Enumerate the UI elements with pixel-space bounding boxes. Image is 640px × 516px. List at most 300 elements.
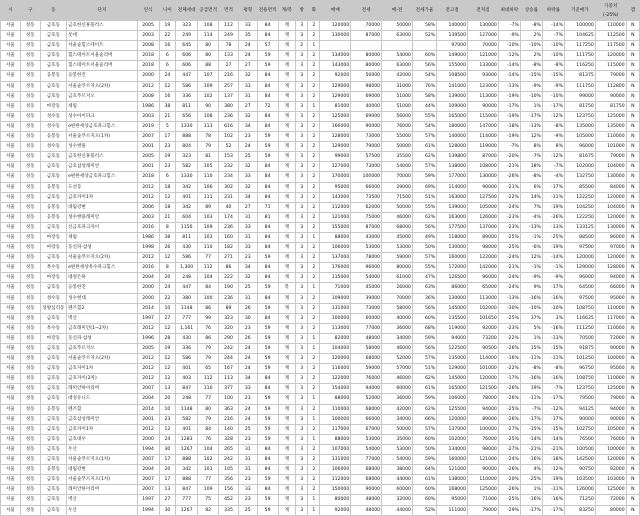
table-cell[interactable]: -7%: [498, 142, 520, 152]
table-cell[interactable]: 656: [176, 111, 198, 121]
table-cell[interactable]: 2: [308, 475, 320, 485]
table-cell[interactable]: -14%: [498, 61, 520, 71]
table-cell[interactable]: 68000: [351, 475, 382, 485]
table-cell[interactable]: 84: [257, 81, 278, 91]
table-cell[interactable]: 117250: [564, 41, 595, 51]
table-cell[interactable]: 계: [278, 192, 296, 202]
table-cell[interactable]: 87000: [351, 31, 382, 41]
table-cell[interactable]: 2: [308, 31, 320, 41]
table-cell[interactable]: 77000: [351, 455, 382, 465]
table-cell[interactable]: 112500: [595, 31, 626, 41]
table-cell[interactable]: 120000: [320, 354, 351, 364]
table-cell[interactable]: -25%: [542, 232, 564, 242]
table-cell[interactable]: 80000: [595, 505, 626, 515]
table-cell[interactable]: N: [626, 132, 639, 142]
table-cell[interactable]: 1,300: [176, 263, 198, 273]
table-cell[interactable]: 120000: [320, 21, 351, 31]
table-cell[interactable]: 계: [278, 333, 296, 343]
table-cell[interactable]: 121000: [468, 51, 499, 61]
table-cell[interactable]: 130000: [595, 172, 626, 182]
table-cell[interactable]: 336: [176, 91, 198, 101]
table-cell[interactable]: 응봉동: [40, 404, 66, 414]
table-cell[interactable]: 63%: [412, 283, 436, 293]
table-cell[interactable]: 1267: [176, 444, 198, 454]
table-cell[interactable]: 33: [238, 384, 257, 394]
table-cell[interactable]: 2: [308, 192, 320, 202]
table-cell[interactable]: N: [626, 91, 639, 101]
table-cell[interactable]: 86: [219, 263, 239, 273]
table-cell[interactable]: 84: [257, 222, 278, 232]
table-cell[interactable]: N: [626, 121, 639, 131]
table-cell[interactable]: 마장동: [40, 333, 66, 343]
table-cell[interactable]: 65000: [468, 283, 499, 293]
table-cell[interactable]: 금호동: [40, 424, 66, 434]
table-cell[interactable]: 서울: [1, 21, 21, 31]
table-cell[interactable]: -12%: [498, 51, 520, 61]
table-cell[interactable]: 604: [176, 212, 198, 222]
table-cell[interactable]: 102: [198, 91, 219, 101]
table-cell[interactable]: 104250: [564, 202, 595, 212]
table-cell[interactable]: 59%: [412, 333, 436, 343]
table-cell[interactable]: 2012: [137, 192, 159, 202]
table-cell[interactable]: 서울: [1, 354, 21, 364]
table-cell[interactable]: 125500: [437, 404, 468, 414]
table-cell[interactable]: 서울: [1, 283, 21, 293]
table-cell[interactable]: 50000: [382, 202, 413, 212]
table-cell[interactable]: N: [626, 374, 639, 384]
table-cell[interactable]: 3: [296, 475, 308, 485]
table-cell[interactable]: 97000: [437, 41, 468, 51]
table-cell[interactable]: 24: [238, 364, 257, 374]
table-cell[interactable]: 서울: [1, 424, 21, 434]
table-cell[interactable]: 동신파·삼성: [67, 243, 138, 253]
table-cell[interactable]: 66%: [412, 414, 436, 424]
table-cell[interactable]: 힐스테이트서울숲리버: [67, 51, 138, 61]
table-cell[interactable]: 성동: [20, 71, 40, 81]
table-cell[interactable]: 131000: [320, 455, 351, 465]
table-cell[interactable]: 90000: [468, 465, 499, 475]
table-cell[interactable]: 86: [198, 333, 219, 343]
table-cell[interactable]: 101: [198, 465, 219, 475]
table-cell[interactable]: 2000: [137, 283, 159, 293]
table-cell[interactable]: 130000: [437, 293, 468, 303]
table-cell[interactable]: 62%: [412, 212, 436, 222]
table-cell[interactable]: 79: [198, 354, 219, 364]
table-cell[interactable]: 2: [308, 111, 320, 121]
table-cell[interactable]: 금호동: [40, 444, 66, 454]
table-cell[interactable]: 14%: [520, 192, 542, 202]
table-cell[interactable]: 20: [159, 273, 176, 283]
table-cell[interactable]: 57500: [351, 152, 382, 162]
table-cell[interactable]: 계: [278, 253, 296, 263]
table-cell[interactable]: 447: [176, 71, 198, 81]
table-cell[interactable]: 대성유니드: [67, 394, 138, 404]
table-cell[interactable]: 582: [176, 162, 198, 172]
table-cell[interactable]: 금호동: [40, 374, 66, 384]
table-cell[interactable]: 73000: [351, 162, 382, 172]
table-cell[interactable]: 265: [219, 444, 239, 454]
table-cell[interactable]: 248: [176, 394, 198, 404]
table-cell[interactable]: 서울: [1, 323, 21, 333]
table-cell[interactable]: 70000: [351, 21, 382, 31]
table-cell[interactable]: 138000: [437, 162, 468, 172]
table-cell[interactable]: 113: [198, 121, 219, 131]
table-cell[interactable]: 1: [308, 495, 320, 505]
table-cell[interactable]: 20: [159, 465, 176, 475]
column-header[interactable]: 화: [308, 1, 320, 21]
table-cell[interactable]: 156: [219, 485, 239, 495]
column-header[interactable]: 평형: [238, 1, 257, 21]
table-cell[interactable]: 성수동: [40, 293, 66, 303]
table-cell[interactable]: -7%: [542, 162, 564, 172]
table-cell[interactable]: 금호동: [40, 455, 66, 465]
table-cell[interactable]: 서울: [1, 91, 21, 101]
table-cell[interactable]: 104: [198, 444, 219, 454]
table-cell[interactable]: -14%: [520, 434, 542, 444]
table-cell[interactable]: 78: [198, 132, 219, 142]
table-cell[interactable]: 2: [308, 293, 320, 303]
table-cell[interactable]: 84: [257, 273, 278, 283]
table-cell[interactable]: 56000: [382, 111, 413, 121]
table-cell[interactable]: 서울: [1, 152, 21, 162]
table-cell[interactable]: 계: [278, 434, 296, 444]
table-cell[interactable]: 39000: [351, 293, 382, 303]
table-cell[interactable]: 72: [257, 101, 278, 111]
table-cell[interactable]: 109: [198, 81, 219, 91]
table-cell[interactable]: 2: [308, 465, 320, 475]
table-cell[interactable]: 1: [308, 41, 320, 51]
table-cell[interactable]: 68000: [351, 354, 382, 364]
table-cell[interactable]: -12%: [542, 465, 564, 475]
table-cell[interactable]: 244: [219, 354, 239, 364]
table-cell[interactable]: [320, 41, 351, 51]
table-cell[interactable]: 51000: [382, 91, 413, 101]
table-cell[interactable]: 430: [176, 333, 198, 343]
table-cell[interactable]: 59%: [412, 455, 436, 465]
table-cell[interactable]: 104: [198, 273, 219, 283]
table-cell[interactable]: 84: [257, 263, 278, 273]
table-cell[interactable]: 계: [278, 162, 296, 172]
table-cell[interactable]: 1: [308, 434, 320, 444]
table-cell[interactable]: 32000: [382, 495, 413, 505]
table-cell[interactable]: 12: [159, 192, 176, 202]
table-cell[interactable]: 128000: [320, 132, 351, 142]
table-cell[interactable]: 12: [159, 424, 176, 434]
table-cell[interactable]: 27: [159, 313, 176, 323]
table-cell[interactable]: -15%: [542, 71, 564, 81]
table-cell[interactable]: 1997: [137, 495, 159, 505]
table-cell[interactable]: 서울: [1, 253, 21, 263]
table-cell[interactable]: 서울: [1, 222, 21, 232]
table-cell[interactable]: 59: [257, 142, 278, 152]
table-cell[interactable]: 96000: [564, 273, 595, 283]
table-cell[interactable]: -11%: [542, 354, 564, 364]
table-cell[interactable]: -21%: [542, 444, 564, 454]
table-cell[interactable]: 129000: [320, 142, 351, 152]
table-cell[interactable]: -10%: [542, 51, 564, 61]
table-cell[interactable]: 27: [238, 101, 257, 111]
table-cell[interactable]: 65: [198, 364, 219, 374]
table-cell[interactable]: 84: [257, 374, 278, 384]
table-cell[interactable]: 117000: [595, 313, 626, 323]
table-cell[interactable]: 84: [257, 384, 278, 394]
table-cell[interactable]: 102750: [564, 424, 595, 434]
table-cell[interactable]: 61%: [412, 384, 436, 394]
table-cell[interactable]: 59%: [412, 394, 436, 404]
table-cell[interactable]: 성동: [20, 333, 40, 343]
table-cell[interactable]: 125000: [468, 485, 499, 495]
table-cell[interactable]: 서울: [1, 162, 21, 172]
table-cell[interactable]: 마장동: [40, 232, 66, 242]
table-cell[interactable]: 성동: [20, 465, 40, 475]
table-cell[interactable]: 68000: [382, 222, 413, 232]
table-cell[interactable]: 50000: [382, 21, 413, 31]
table-cell[interactable]: 135000: [564, 121, 595, 131]
table-cell[interactable]: 59: [257, 404, 278, 414]
table-cell[interactable]: 51000: [382, 101, 413, 111]
table-cell[interactable]: 59: [257, 333, 278, 343]
table-cell[interactable]: 72000: [595, 495, 626, 505]
table-cell[interactable]: 105000: [564, 132, 595, 142]
table-cell[interactable]: 57%: [412, 424, 436, 434]
table-cell[interactable]: 3%: [542, 313, 564, 323]
table-cell[interactable]: 73500: [351, 192, 382, 202]
table-cell[interactable]: 73000: [351, 303, 382, 313]
table-cell[interactable]: 69%: [412, 182, 436, 192]
table-cell[interactable]: 116625: [564, 313, 595, 323]
table-cell[interactable]: 계: [278, 101, 296, 111]
table-cell[interactable]: -16%: [520, 455, 542, 465]
table-cell[interactable]: 122000: [468, 253, 499, 263]
table-cell[interactable]: 1330: [176, 121, 198, 131]
table-cell[interactable]: 성동: [20, 323, 40, 333]
table-cell[interactable]: 84: [257, 91, 278, 101]
table-cell[interactable]: 12: [159, 323, 176, 333]
table-cell[interactable]: N: [626, 41, 639, 51]
table-cell[interactable]: 2007: [137, 475, 159, 485]
table-cell[interactable]: -24%: [498, 283, 520, 293]
table-cell[interactable]: 342: [176, 182, 198, 192]
table-cell[interactable]: 서울: [1, 495, 21, 505]
table-cell[interactable]: 금호동: [40, 495, 66, 505]
table-cell[interactable]: N: [626, 232, 639, 242]
table-cell[interactable]: 계: [278, 172, 296, 182]
table-cell[interactable]: 2006: [137, 202, 159, 212]
table-cell[interactable]: 2014: [137, 303, 159, 313]
table-cell[interactable]: -16%: [542, 323, 564, 333]
table-cell[interactable]: -17%: [520, 505, 542, 515]
table-cell[interactable]: 서울: [1, 303, 21, 313]
table-cell[interactable]: 2008: [137, 41, 159, 51]
table-cell[interactable]: 139800: [437, 152, 468, 162]
table-cell[interactable]: 323: [219, 313, 239, 323]
table-cell[interactable]: 3: [296, 495, 308, 505]
column-header[interactable]: 가중치 (-25%): [595, 1, 626, 21]
table-cell[interactable]: 계: [278, 354, 296, 364]
table-cell[interactable]: 성동: [20, 344, 40, 354]
table-cell[interactable]: 122000: [320, 374, 351, 384]
table-cell[interactable]: 금호한신휴플러스: [67, 21, 138, 31]
table-cell[interactable]: 77: [198, 475, 219, 485]
table-cell[interactable]: 13: [159, 384, 176, 394]
table-cell[interactable]: 174: [219, 212, 239, 222]
table-cell[interactable]: N: [626, 182, 639, 192]
table-cell[interactable]: 133: [219, 51, 239, 61]
table-cell[interactable]: 32: [238, 162, 257, 172]
table-cell[interactable]: 63000: [382, 31, 413, 41]
table-cell[interactable]: -13%: [520, 121, 542, 131]
table-cell[interactable]: 2: [308, 313, 320, 323]
table-cell[interactable]: -12%: [542, 152, 564, 162]
table-cell[interactable]: -17%: [542, 101, 564, 111]
table-cell[interactable]: 3: [296, 212, 308, 222]
table-cell[interactable]: 12: [159, 364, 176, 374]
table-cell[interactable]: 89: [219, 303, 239, 313]
table-cell[interactable]: N: [626, 142, 639, 152]
table-cell[interactable]: 84: [257, 111, 278, 121]
table-cell[interactable]: 90000: [351, 485, 382, 495]
table-cell[interactable]: 계: [278, 121, 296, 131]
table-cell[interactable]: -25%: [498, 313, 520, 323]
table-cell[interactable]: N: [626, 475, 639, 485]
table-cell[interactable]: 586: [176, 253, 198, 263]
table-cell[interactable]: 두산: [67, 444, 138, 454]
table-cell[interactable]: 137: [219, 91, 239, 101]
table-cell[interactable]: 2003: [137, 111, 159, 121]
table-cell[interactable]: 13: [159, 485, 176, 495]
table-cell[interactable]: 1148: [176, 303, 198, 313]
table-cell[interactable]: [351, 41, 382, 51]
column-header[interactable]: 하락률: [542, 1, 564, 21]
table-cell[interactable]: -11%: [520, 354, 542, 364]
table-cell[interactable]: 242: [219, 344, 239, 354]
table-cell[interactable]: 84: [257, 31, 278, 41]
table-cell[interactable]: 134000: [437, 444, 468, 454]
table-cell[interactable]: 242: [219, 455, 239, 465]
table-cell[interactable]: 23: [159, 142, 176, 152]
table-cell[interactable]: 8%: [542, 142, 564, 152]
table-cell[interactable]: -9%: [520, 81, 542, 91]
table-cell[interactable]: 99000: [320, 152, 351, 162]
table-cell[interactable]: 45000: [351, 283, 382, 293]
table-cell[interactable]: -8%: [542, 364, 564, 374]
table-cell[interactable]: 계: [278, 303, 296, 313]
table-cell[interactable]: 2019: [137, 121, 159, 131]
table-cell[interactable]: N: [626, 81, 639, 91]
table-cell[interactable]: 24: [159, 71, 176, 81]
table-cell[interactable]: 성동: [20, 61, 40, 71]
table-cell[interactable]: 68000: [351, 465, 382, 475]
table-cell[interactable]: -8%: [520, 364, 542, 374]
table-cell[interactable]: 3: [296, 111, 308, 121]
table-cell[interactable]: 71500: [382, 192, 413, 202]
table-cell[interactable]: 26000: [382, 283, 413, 293]
table-cell[interactable]: 계: [278, 313, 296, 323]
table-cell[interactable]: 165000: [437, 111, 468, 121]
table-cell[interactable]: -25%: [520, 475, 542, 485]
table-cell[interactable]: 377: [219, 384, 239, 394]
table-cell[interactable]: 3: [296, 313, 308, 323]
table-cell[interactable]: 23: [238, 323, 257, 333]
table-cell[interactable]: 34: [238, 192, 257, 202]
table-cell[interactable]: 70000: [382, 172, 413, 182]
table-cell[interactable]: 128000: [595, 263, 626, 273]
table-cell[interactable]: 계: [278, 424, 296, 434]
table-cell[interactable]: 금호동: [40, 485, 66, 495]
table-cell[interactable]: 계: [278, 414, 296, 424]
table-cell[interactable]: 139000: [437, 202, 468, 212]
table-cell[interactable]: 3: [296, 333, 308, 343]
table-cell[interactable]: 54000: [351, 444, 382, 454]
table-cell[interactable]: 2005: [137, 344, 159, 354]
table-cell[interactable]: -27%: [498, 444, 520, 454]
table-cell[interactable]: 2016: [137, 222, 159, 232]
table-cell[interactable]: 84: [257, 182, 278, 192]
table-cell[interactable]: 117500: [595, 41, 626, 51]
table-cell[interactable]: 48000: [351, 505, 382, 515]
table-cell[interactable]: 137000: [437, 424, 468, 434]
table-cell[interactable]: 서울: [1, 384, 21, 394]
table-cell[interactable]: N: [626, 414, 639, 424]
table-cell[interactable]: 87000: [468, 152, 499, 162]
table-cell[interactable]: 금호대우: [67, 434, 138, 444]
table-cell[interactable]: 616: [219, 121, 239, 131]
table-cell[interactable]: -8%: [542, 121, 564, 131]
table-cell[interactable]: 서울: [1, 505, 21, 515]
table-cell[interactable]: 76: [198, 323, 219, 333]
table-cell[interactable]: 59: [257, 152, 278, 162]
table-cell[interactable]: 계: [278, 152, 296, 162]
table-cell[interactable]: 금호자이1차: [67, 424, 138, 434]
table-cell[interactable]: 2: [308, 222, 320, 232]
table-cell[interactable]: 106000: [437, 394, 468, 404]
table-cell[interactable]: 121000: [437, 465, 468, 475]
table-cell[interactable]: 금호동: [40, 283, 66, 293]
table-cell[interactable]: 142500: [564, 455, 595, 465]
table-cell[interactable]: 59: [257, 132, 278, 142]
table-cell[interactable]: N: [626, 172, 639, 182]
table-cell[interactable]: 430: [176, 243, 198, 253]
table-cell[interactable]: 54%: [412, 71, 436, 81]
table-cell[interactable]: 서울: [1, 121, 21, 131]
table-cell[interactable]: 성동: [20, 212, 40, 222]
table-cell[interactable]: -11%: [542, 485, 564, 495]
table-cell[interactable]: 84: [257, 192, 278, 202]
table-cell[interactable]: 33: [238, 243, 257, 253]
table-cell[interactable]: 18%: [520, 162, 542, 172]
table-cell[interactable]: 81: [198, 152, 219, 162]
table-cell[interactable]: 1: [308, 333, 320, 343]
table-cell[interactable]: 2: [308, 243, 320, 253]
table-cell[interactable]: 90000: [468, 182, 499, 192]
table-cell[interactable]: 67000: [351, 424, 382, 434]
table-cell[interactable]: 59: [257, 505, 278, 515]
table-cell[interactable]: 2: [308, 81, 320, 91]
table-cell[interactable]: 34: [238, 121, 257, 131]
table-cell[interactable]: -14%: [542, 21, 564, 31]
table-cell[interactable]: 81675: [564, 152, 595, 162]
table-cell[interactable]: 옥수동: [40, 263, 66, 273]
table-cell[interactable]: 88000: [320, 232, 351, 242]
table-cell[interactable]: 2007: [137, 485, 159, 495]
table-cell[interactable]: 231: [219, 192, 239, 202]
table-cell[interactable]: 94125: [564, 404, 595, 414]
table-cell[interactable]: 36000: [382, 323, 413, 333]
table-cell[interactable]: 89000: [468, 414, 499, 424]
table-cell[interactable]: 3: [296, 101, 308, 111]
table-cell[interactable]: 26: [238, 303, 257, 313]
table-cell[interactable]: 성수동: [40, 142, 66, 152]
